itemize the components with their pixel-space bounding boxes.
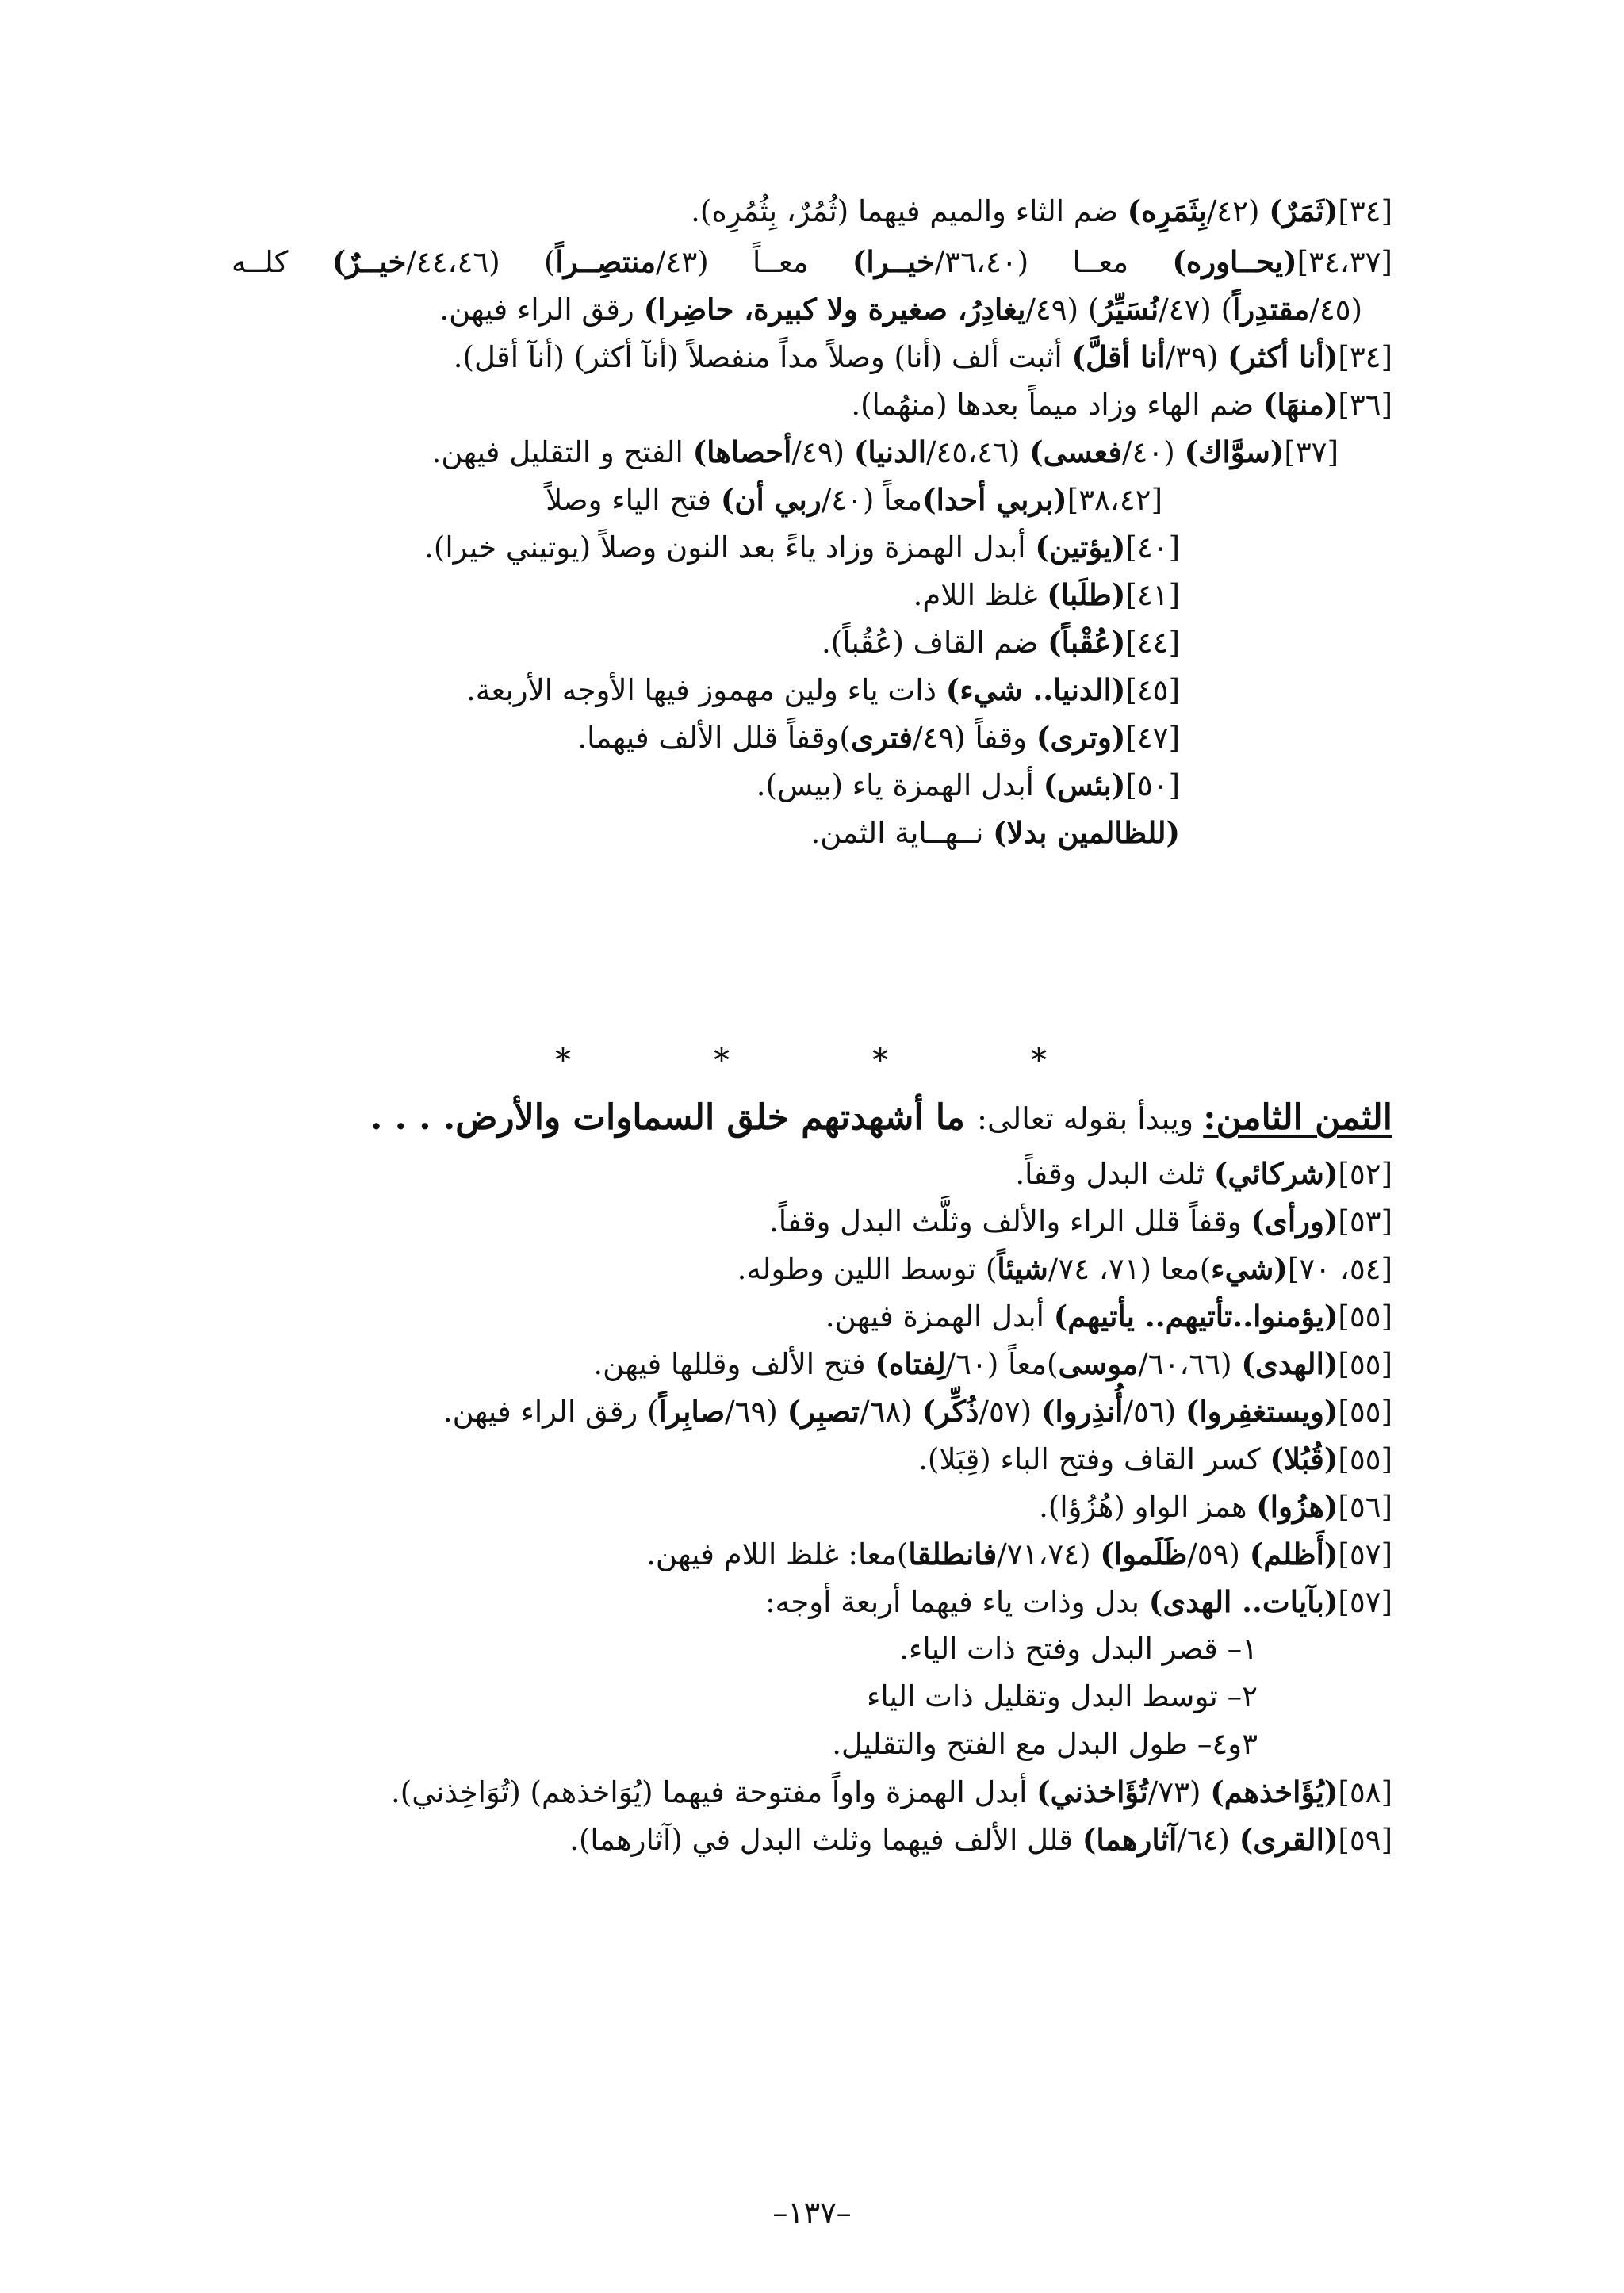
quranic-word: (الدنيا.. شيء) bbox=[945, 672, 1126, 707]
quranic-word: (قُبُلا) bbox=[1270, 1441, 1339, 1476]
verse-reference: [٥٦] bbox=[1338, 1490, 1392, 1524]
text-line bbox=[569, 1819, 1392, 1861]
text-line bbox=[432, 431, 1339, 473]
text-line bbox=[914, 574, 1180, 616]
text-line bbox=[424, 526, 1180, 568]
text-line bbox=[899, 1629, 1258, 1670]
quranic-word: (بربي أحدا) bbox=[922, 482, 1067, 517]
quranic-word: (منهَا) bbox=[1263, 387, 1339, 422]
verse-reference: [٣٨،٤٢] bbox=[1067, 483, 1162, 517]
explanation-text: )معا: غلظ اللام فيهن. bbox=[646, 1537, 909, 1571]
quranic-word: فانطلقا bbox=[908, 1537, 998, 1571]
explanation-text: )معاً (٦٠/ bbox=[945, 1347, 1059, 1381]
quranic-word: فعسى) bbox=[1029, 434, 1123, 469]
text-line bbox=[851, 384, 1392, 426]
explanation-text: أبدل الهمزة فيهن. bbox=[825, 1300, 1054, 1334]
text-line bbox=[1015, 1153, 1392, 1195]
explanation-text: الفتح و التقليل فيهن. bbox=[431, 435, 693, 469]
separator-star: * bbox=[714, 1043, 730, 1079]
explanation-text: وقفاً قلل الراء والألف وثلَّث البدل وقفاً. bbox=[769, 1204, 1251, 1238]
verse-reference: [٣٤] bbox=[1338, 194, 1392, 228]
verse-reference: [٥٧] bbox=[1338, 1585, 1392, 1619]
explanation-text: ) رقق الراء فيهن. bbox=[442, 1395, 659, 1429]
explanation-text: ضم القاف (عُقُباً). bbox=[822, 626, 1048, 660]
quranic-word: (أنا أكثر) bbox=[1228, 339, 1339, 374]
quranic-word: تصبِر) bbox=[787, 1394, 860, 1429]
verse-reference: [٥٥] bbox=[1338, 1347, 1392, 1381]
explanation-text: ) (٤٤،٤٦/ bbox=[406, 245, 556, 279]
verse-reference: [٥٢] bbox=[1338, 1157, 1392, 1191]
text-line bbox=[577, 717, 1180, 759]
verse-reference: [٣٦] bbox=[1338, 388, 1392, 422]
text-line bbox=[810, 812, 1180, 854]
section-heading-intro: ويبدأ بقوله تعالى: bbox=[977, 1101, 1204, 1136]
text-line bbox=[593, 1343, 1392, 1385]
quranic-word: (أَظلم) bbox=[1249, 1537, 1339, 1571]
quranic-word: الدنيا) bbox=[853, 434, 927, 469]
verse-reference: [٤٠] bbox=[1125, 530, 1180, 565]
explanation-text: ثلث البدل وقفاً. bbox=[1015, 1157, 1214, 1191]
explanation-text: (٧٣/ bbox=[1147, 1775, 1211, 1809]
explanation-text: أبدل الهمزة واواً مفتوحة فيهما (يُوَاخذهم) (تُوَاخِذني). bbox=[391, 1775, 1037, 1809]
quranic-word: مقتدِراً bbox=[1232, 292, 1310, 327]
verse-reference: [٣٧] bbox=[1284, 435, 1339, 469]
separator-star: * bbox=[1031, 1043, 1047, 1079]
quranic-word: ظَلَموا) bbox=[1100, 1537, 1188, 1571]
text-line bbox=[769, 1200, 1392, 1242]
explanation-text: معاً (٤٠/ bbox=[821, 483, 923, 517]
verse-reference: [٤١] bbox=[1125, 578, 1180, 612]
text-line bbox=[825, 1296, 1392, 1338]
text-line bbox=[466, 669, 1180, 711]
verse-reference: [٥٩] bbox=[1338, 1823, 1392, 1857]
quranic-word: (شيء bbox=[1211, 1251, 1288, 1286]
quranic-word: منتصِــراً bbox=[555, 244, 657, 279]
section-heading-verse: ما أشهدتهم خلق السماوات والأرض. . . . bbox=[370, 1097, 978, 1138]
quranic-word: ذُكِّر) bbox=[921, 1394, 979, 1429]
quranic-word: (وترى) bbox=[1036, 720, 1126, 755]
verse-reference: [٣٤] bbox=[1338, 340, 1392, 374]
text-line bbox=[546, 479, 1162, 521]
section-heading bbox=[370, 1093, 1392, 1144]
explanation-text: فتح الألف وقللها فيهن. bbox=[593, 1347, 875, 1381]
explanation-text: (٤٢/ bbox=[1206, 194, 1270, 228]
explanation-text: كسر القاف وفتح الباء (قِبَلا). bbox=[918, 1442, 1270, 1476]
text-line bbox=[832, 1724, 1258, 1765]
text-line bbox=[867, 1676, 1258, 1717]
quranic-word: (شركائي) bbox=[1213, 1156, 1339, 1191]
text-line bbox=[232, 241, 1392, 283]
text-line bbox=[756, 764, 1180, 806]
explanation-text: )معا (٧١، ٧٤/ bbox=[1048, 1252, 1212, 1286]
quranic-word: لِفتاه) bbox=[875, 1346, 946, 1381]
text-line bbox=[391, 1771, 1392, 1813]
explanation-text: (٣٩/ bbox=[1165, 340, 1228, 374]
explanation-text: ) توسط اللين وطوله. bbox=[737, 1252, 998, 1286]
quranic-word: (القرى) bbox=[1239, 1822, 1339, 1857]
quranic-word: يغادِرُ، صغيرة ولا كبيرة، حاضِرا) bbox=[643, 292, 1026, 327]
section-separator bbox=[555, 1045, 1047, 1077]
quranic-word: (يؤتين) bbox=[1035, 530, 1126, 565]
verse-reference: [٥٣] bbox=[1338, 1204, 1392, 1238]
verse-reference: [٥٥] bbox=[1338, 1395, 1392, 1429]
explanation-text: (٦٤/ bbox=[1177, 1823, 1239, 1857]
verse-reference: [٣٤،٣٧] bbox=[1297, 245, 1392, 279]
explanation-text: أبدل الهمزة ياء (بيس). bbox=[756, 768, 1044, 802]
quranic-word: (يحــاوره) bbox=[1172, 244, 1297, 279]
verse-reference: [٥٥] bbox=[1338, 1442, 1392, 1476]
explanation-text: (٧١،٧٤/ bbox=[997, 1537, 1101, 1571]
text-line bbox=[454, 336, 1392, 378]
text-line bbox=[1039, 1486, 1392, 1528]
explanation-text: معــا (٣٦،٤٠/ bbox=[934, 245, 1173, 279]
quranic-word: فترى bbox=[850, 720, 914, 755]
explanation-text: قلل الألف فيهما وثلث البدل في (آثارهما). bbox=[569, 1823, 1082, 1857]
explanation-text: (٤٥،٤٦/ bbox=[926, 435, 1030, 469]
quranic-word: شيئاً bbox=[997, 1251, 1048, 1286]
quranic-word: (طلَبا) bbox=[1047, 577, 1126, 612]
verse-reference: [٥٥] bbox=[1338, 1300, 1392, 1334]
quranic-word: (ثَمَرٌ) bbox=[1269, 193, 1339, 228]
page-number: –١٣٧– bbox=[772, 2195, 852, 2230]
verse-reference: [٤٥] bbox=[1125, 673, 1180, 707]
quranic-word: (يُؤَاخذهم) bbox=[1210, 1774, 1339, 1809]
explanation-text: ٣و٤– طول البدل مع الفتح والتقليل. bbox=[832, 1727, 1258, 1761]
quranic-word: (يؤمنوا..تأتيهم.. يأتيهم) bbox=[1053, 1299, 1339, 1334]
explanation-text: رقق الراء فيهن. bbox=[439, 293, 644, 327]
explanation-text: ٢– توسط البدل وتقليل ذات الياء bbox=[866, 1679, 1258, 1713]
text-line bbox=[691, 190, 1392, 232]
explanation-text: أبدل الهمزة وزاد ياءً بعد النون وصلاً (يوتيني خيرا). bbox=[424, 530, 1036, 565]
explanation-text: معــاً (٤٣/ bbox=[656, 245, 852, 279]
explanation-text: أثبت ألف (أنا) وصلاً مداً منفصلاً (أنآ أكثر) (أنآ أقل). bbox=[453, 340, 1072, 374]
separator-star: * bbox=[555, 1043, 571, 1079]
explanation-text: ) (٤٩/ bbox=[1025, 293, 1100, 327]
text-line bbox=[765, 1581, 1392, 1623]
explanation-text: ) (٤٧/ bbox=[1159, 293, 1233, 327]
text-line bbox=[737, 1248, 1392, 1290]
quranic-word: أحصاها) bbox=[692, 434, 792, 469]
quranic-word: (بئس) bbox=[1043, 768, 1126, 802]
quranic-word: (ورأى) bbox=[1251, 1204, 1339, 1238]
text-line bbox=[822, 622, 1180, 664]
verse-reference: [٥٨] bbox=[1338, 1775, 1392, 1809]
verse-reference: [٤٧] bbox=[1125, 721, 1180, 755]
quranic-word: آثارهما) bbox=[1082, 1822, 1178, 1857]
explanation-text: (٦٠،٦٦/ bbox=[1138, 1347, 1242, 1381]
quranic-word: موسى bbox=[1058, 1346, 1139, 1381]
quranic-word: أُنذِروا) bbox=[1040, 1394, 1124, 1429]
quranic-word: (سوَّاك) bbox=[1184, 434, 1285, 469]
text-line bbox=[443, 1391, 1392, 1433]
explanation-text: (٥٦/ bbox=[1123, 1395, 1185, 1429]
explanation-text: نــهــاية الثمن. bbox=[810, 816, 994, 850]
quranic-word: (هزُوا) bbox=[1256, 1489, 1339, 1524]
explanation-text: ذات ياء ولين مهموز فيها الأوجه الأربعة. bbox=[466, 673, 946, 707]
explanation-text: (٤٠/ bbox=[1122, 435, 1185, 469]
explanation-text: همز الواو (هُزُؤا). bbox=[1039, 1490, 1257, 1524]
explanation-text: (٥٧/ bbox=[979, 1395, 1041, 1429]
quranic-word: خيــرٌ) bbox=[331, 244, 407, 279]
quranic-word: ربي أن) bbox=[720, 482, 822, 517]
separator-star: * bbox=[872, 1043, 888, 1079]
quranic-word: (عُقْباً) bbox=[1048, 625, 1126, 660]
quranic-word: تُؤَاخذني) bbox=[1036, 1774, 1148, 1809]
quranic-word: (للظالمين بدلا) bbox=[993, 815, 1180, 850]
quranic-word: (الهدى) bbox=[1241, 1346, 1339, 1381]
text-line bbox=[439, 289, 1362, 331]
quranic-word: خيــرا) bbox=[852, 244, 935, 279]
verse-reference: [٥٤، ٧٠] bbox=[1287, 1252, 1392, 1286]
verse-reference: [٥٧] bbox=[1338, 1537, 1392, 1571]
explanation-text: (٦٨/ bbox=[860, 1395, 922, 1429]
text-line bbox=[918, 1438, 1392, 1480]
explanation-text: ضم الثاء والميم فيهما (ثُمُرٌ، بِثُمُرِه). bbox=[691, 194, 1128, 228]
explanation-text: بدل وذات ياء فيهما أربعة أوجه: bbox=[765, 1585, 1149, 1619]
text-line bbox=[646, 1533, 1392, 1575]
explanation-text: (٤٩/ bbox=[791, 435, 854, 469]
quranic-word: أنا أقلَّ) bbox=[1071, 339, 1166, 374]
quranic-word: صابِراً bbox=[658, 1394, 726, 1429]
explanation-text: )وقفاً قلل الألف فيهما. bbox=[577, 721, 851, 755]
explanation-text: (٤٥/ bbox=[1309, 293, 1362, 327]
quranic-word: بِثَمَرِه) bbox=[1127, 193, 1207, 228]
quranic-word: نُسَيِّرُ bbox=[1099, 292, 1159, 327]
quranic-word: (بآيات.. الهدى) bbox=[1148, 1584, 1339, 1619]
verse-reference: [٥٠] bbox=[1125, 768, 1180, 802]
explanation-text: فتح الياء وصلاً bbox=[546, 483, 721, 517]
explanation-text: وقفاً (٤٩/ bbox=[913, 721, 1036, 755]
verse-reference: [٤٤] bbox=[1125, 626, 1180, 660]
section-heading-lead: الثمن الثامن: bbox=[1203, 1097, 1392, 1138]
quranic-word: (ويستغفِروا) bbox=[1185, 1394, 1339, 1429]
explanation-text: (٦٩/ bbox=[725, 1395, 787, 1429]
explanation-text: كلــه bbox=[232, 245, 332, 279]
explanation-text: ١– قصر البدل وفتح ذات الياء. bbox=[899, 1632, 1258, 1666]
explanation-text: (٥٩/ bbox=[1187, 1537, 1250, 1571]
explanation-text: غلظ اللام. bbox=[913, 578, 1048, 612]
explanation-text: ضم الهاء وزاد ميماً بعدها (منهُما). bbox=[851, 388, 1264, 422]
